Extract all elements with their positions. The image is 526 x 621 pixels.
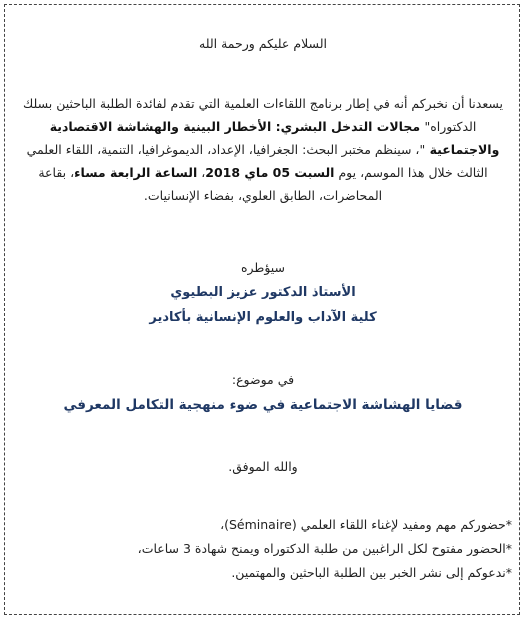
topic-title: قضايا الهشاشة الاجتماعية في ضوء منهجية التكامل المعرفي (63, 397, 463, 413)
presenter-affiliation: كلية الآداب والعلوم الإنسانية بأكادير (149, 310, 377, 325)
presenter-label: سيؤطره (240, 260, 286, 275)
announcement-intro: يسعدنا أن نخبركم أنه في إطار برنامج اللقاءات العلمية التي تقدم لفائدة الطلبة الباحثين بسلك الدكتوراه" (22, 96, 504, 134)
presenter-name: الأستاذ الدكتور عزيز البطيوي (170, 285, 356, 300)
event-time: الساعة الرابعة مساء (74, 165, 198, 180)
announcement-location: ، بقاعة المحاضرات، الطابق العلوي، بفضاء الإنسانيات. (38, 165, 383, 203)
notes-list (138, 513, 512, 585)
event-date: السبت 05 ماي 2018 (205, 165, 335, 180)
announcement-body: "، سينظم مختبر البحث: الجغرافيا، الإعداد، الديموغرافيا، التنمية، اللقاء العلمي الثالث خلال هذا الموسم، يوم (26, 142, 488, 180)
note-item: *حضوركم مهم ومفيد لإغناء اللقاء العلمي (Séminaire)، (220, 517, 512, 532)
greeting: السلام عليكم ورحمة الله (199, 36, 327, 51)
note-item: *الحضور مفتوح لكل الراغبين من طلبة الدكتوراه ويمنح شهادة 3 ساعات، (137, 541, 512, 556)
announcement-paragraph (14, 92, 512, 207)
announcement-document (10, 10, 516, 611)
program-title: مجالات التدخل البشري: الأخطار البينية والهشاشة الاقتصادية والاجتماعية (49, 119, 500, 157)
topic-label: في موضوع: (231, 372, 295, 387)
closing-line: والله الموفق. (228, 459, 298, 474)
note-item: *ندعوكم إلى نشر الخبر بين الطلبة الباحثين والمهتمين. (231, 565, 512, 580)
separator: ، (197, 165, 206, 180)
